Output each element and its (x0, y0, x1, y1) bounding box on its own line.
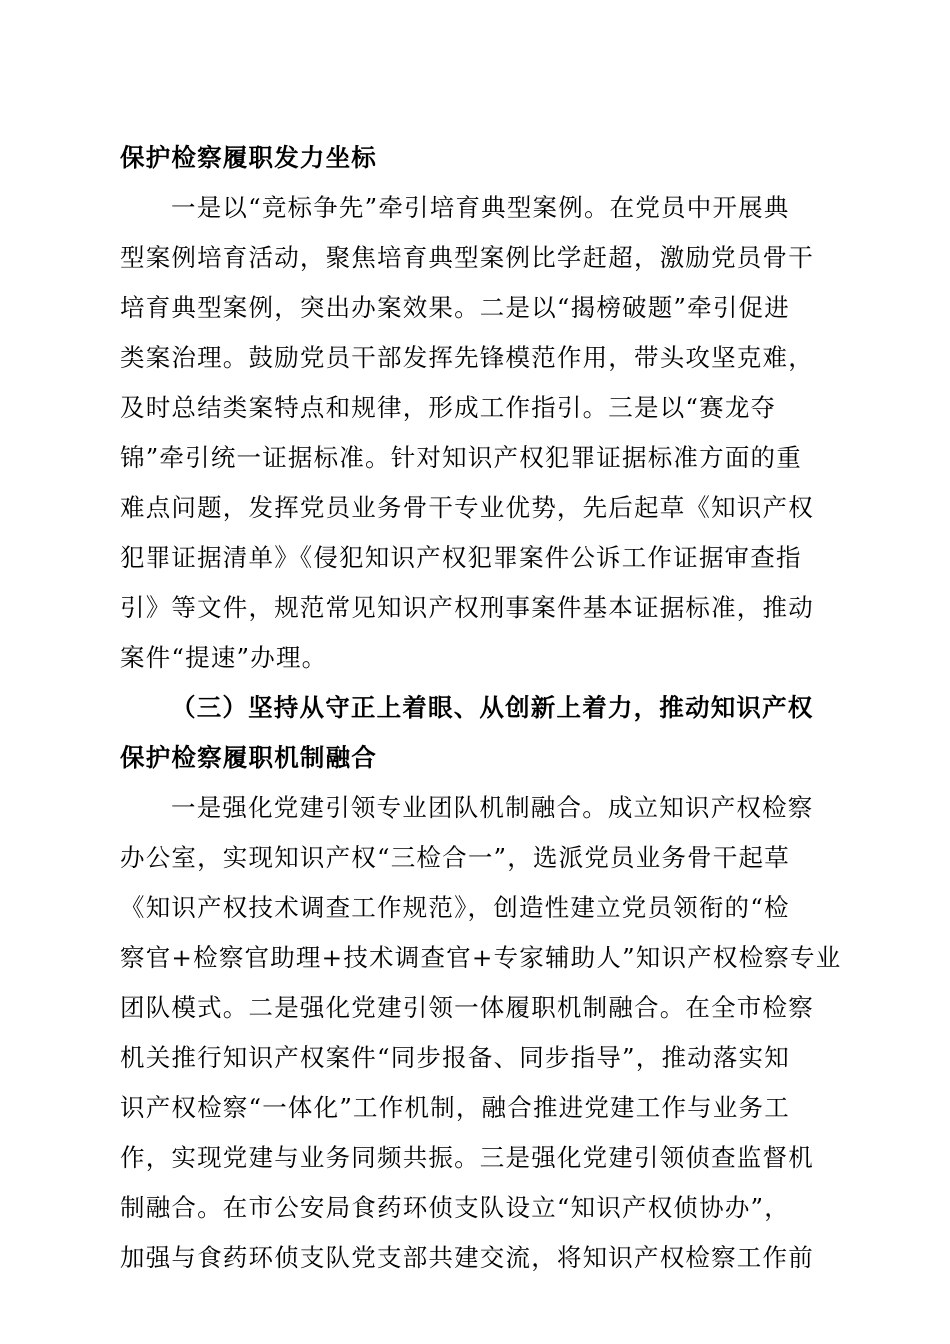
paragraph-line: 察官+检察官助理+技术调查官+专家辅助人”知识产权检察专业 (120, 943, 842, 972)
paragraph-line: 《知识产权技术调查工作规范》，创造性建立党员领衔的“检 (120, 893, 790, 922)
paragraph-line: 培育典型案例，突出办案效果。二是以“揭榜破题”牵引促进 (120, 293, 790, 322)
section-heading: 保护检察履职机制融合 (120, 743, 377, 772)
paragraph-line: 机关推行知识产权案件“同步报备、同步指导”，推动落实知 (120, 1043, 790, 1072)
paragraph-line: 加强与食药环侦支队党支部共建交流，将知识产权检察工作前 (120, 1243, 814, 1272)
section-heading: （三）坚持从守正上着眼、从创新上着力，推动知识产权 (171, 693, 814, 722)
paragraph-line: 难点问题，发挥党员业务骨干专业优势，先后起草《知识产权 (120, 493, 814, 522)
paragraph-line: 一是强化党建引领专业团队机制融合。成立知识产权检察 (171, 793, 814, 822)
paragraph-line: 犯罪证据清单》《侵犯知识产权犯罪案件公诉工作证据审查指 (120, 543, 802, 572)
paragraph-line: 作，实现党建与业务同频共振。三是强化党建引领侦查监督机 (120, 1143, 814, 1172)
paragraph-line: 制融合。在市公安局食药环侦支队设立“知识产权侦协办”， (120, 1193, 790, 1222)
paragraph-line: 案件“提速”办理。 (120, 643, 328, 672)
paragraph-line: 型案例培育活动，聚焦培育典型案例比学赶超，激励党员骨干 (120, 243, 814, 272)
paragraph-line: 类案治理。鼓励党员干部发挥先锋模范作用，带头攻坚克难， (120, 343, 814, 372)
paragraph-line: 锦”牵引统一证据标准。针对知识产权犯罪证据标准方面的重 (120, 443, 802, 472)
paragraph-line: 及时总结类案特点和规律，形成工作指引。三是以“赛龙夺 (120, 393, 777, 422)
section-heading-continuation: 保护检察履职发力坐标 (120, 143, 377, 172)
paragraph-line: 识产权检察“一体化”工作机制，融合推进党建工作与业务工 (120, 1093, 790, 1122)
paragraph-line: 一是以“竞标争先”牵引培育典型案例。在党员中开展典 (171, 193, 790, 222)
paragraph-line: 办公室，实现知识产权“三检合一”，选派党员业务骨干起草 (120, 843, 790, 872)
paragraph-line: 引》等文件，规范常见知识产权刑事案件基本证据标准，推动 (120, 593, 814, 622)
paragraph-line: 团队模式。二是强化党建引领一体履职机制融合。在全市检察 (120, 993, 814, 1022)
